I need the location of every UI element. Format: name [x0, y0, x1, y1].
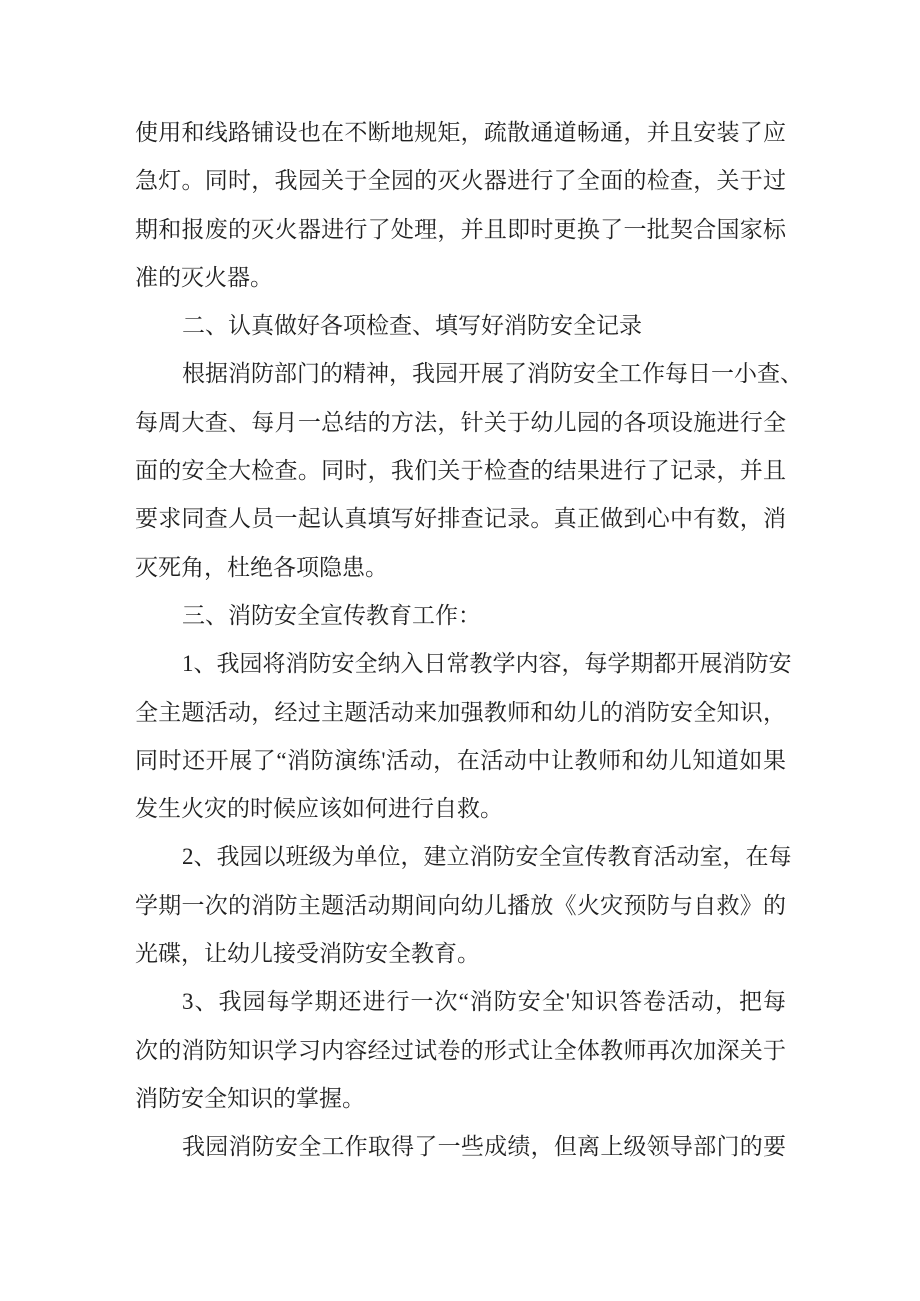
text-line: 同时还开展了“消防演练'活动，在活动中让教师和幼儿知道如果: [135, 747, 786, 773]
text-line: 使用和线路铺设也在不断地规矩，疏散通道畅通，并且安装了应: [135, 120, 786, 145]
document-body: [135, 109, 803, 1172]
text-line: 学期一次的消防主题活动期间向幼儿播放《火灾预防与自救》的: [135, 892, 786, 918]
text-line: 次的消防知识学习内容经过试卷的形式让全体教师再次加深关于: [135, 1037, 786, 1063]
text-line: 我园消防安全工作取得了一些成绩，但离上级领导部门的要: [182, 1134, 786, 1160]
text-line: 急灯。同时，我园关于全园的灭火器进行了全面的检查，关于过: [135, 168, 786, 194]
text-line: 准的灭火器。: [135, 264, 273, 290]
text-line: 全主题活动，经过主题活动来加强教师和幼儿的消防安全知识，: [135, 699, 786, 725]
section-heading: 三、消防安全宣传教育工作：: [182, 602, 481, 628]
text-line: 2、我园以班级为单位，建立消防安全宣传教育活动室，在每: [182, 844, 792, 870]
text-line: 面的安全大检查。同时，我们关于检查的结果进行了记录，并且: [135, 458, 786, 484]
section-heading: 二、认真做好各项检查、填写好消防安全记录: [182, 313, 642, 339]
text-line: 消防安全知识的掌握。: [135, 1085, 365, 1111]
text-line: 光碟，让幼儿接受消防安全教育。: [135, 941, 480, 967]
text-line: 要求同查人员一起认真填写好排查记录。真正做到心中有数，消: [135, 506, 786, 532]
text-line: 发生火灾的时候应该如何进行自救。: [135, 796, 503, 822]
text-line: 根据消防部门的精神，我园开展了消防安全工作每日一小查、: [182, 361, 803, 387]
text-line: 3、我园每学期还进行一次“消防安全'知识答卷活动，把每: [182, 989, 786, 1015]
text-line: 1、我园将消防安全纳入日常教学内容，每学期都开展消防安: [182, 651, 792, 677]
text-line: 灭死角，杜绝各项隐患。: [135, 554, 388, 580]
text-line: 每周大查、每月一总结的方法，针关于幼儿园的各项设施进行全: [135, 409, 786, 435]
text-line: 期和报废的灭火器进行了处理，并且即时更换了一批契合国家标: [135, 216, 786, 242]
